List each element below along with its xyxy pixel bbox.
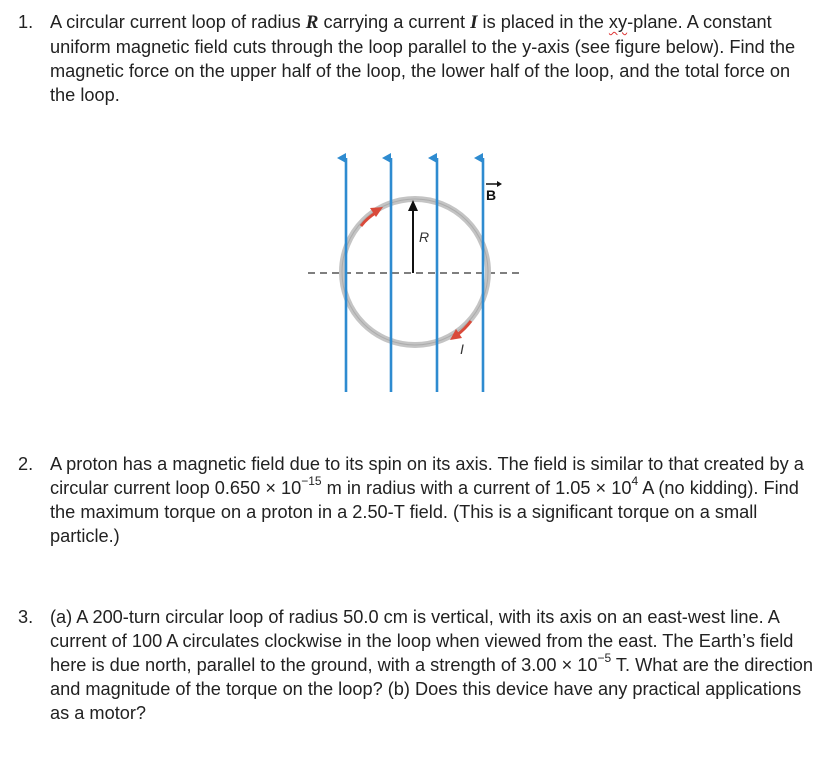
problem-number: 1. <box>18 12 34 32</box>
label-i: I <box>460 341 464 357</box>
exponent: −5 <box>597 650 612 665</box>
text-segment: (a) A 200-turn circular loop of radius 50.0 cm is vertical, with its axis on an east-west line. A current of 100 A circulates clockwise in the loop when viewed from the east. The Earth’s field here is due north, parallel to the ground, with a strength of 3.00 × 10 <box>50 607 794 675</box>
text-segment: carrying a current <box>318 12 471 32</box>
text-segment: A (no kidding). Find the maximum torque on a proton in a 2.50-T field. (This is a significant torque on a small particle.) <box>50 478 799 546</box>
variable-i: I <box>470 12 478 33</box>
b-vector-arrow <box>497 181 502 187</box>
text-segment: A circular current loop of radius <box>50 12 306 32</box>
problem-text <box>50 605 820 725</box>
problem-number: 3. <box>18 607 34 627</box>
problem-text <box>50 10 820 107</box>
text-segment: A proton has a magnetic field due to its spin on its axis. The field is similar to that created by a circular current loop 0.650 × 10 <box>50 454 804 498</box>
figure-svg <box>300 140 530 395</box>
text-segment: m in radius with a current of 1.05 × 10 <box>321 478 632 498</box>
text-segment: -plane. A constant uniform magnetic field cuts through the loop parallel to the y-axis (see figure below). Find the magnetic force on the upper half of the loop, the lower half of the loop, and the total force on the loop. <box>50 12 796 105</box>
label-r: R <box>419 229 430 245</box>
variable-r: R <box>305 12 319 33</box>
text-segment: T. What are the direction and magnitude of the torque on the loop? (b) Does this device have any practical applications as a motor? <box>50 655 814 723</box>
label-b: B <box>486 187 497 203</box>
text-segment: is placed in the <box>477 12 609 32</box>
exponent: −15 <box>301 473 322 488</box>
exponent: 4 <box>631 473 639 488</box>
problem-text <box>50 452 820 548</box>
spellcheck-word[interactable]: xy <box>608 12 628 32</box>
magnetic-field-figure <box>300 140 530 395</box>
problem-number: 2. <box>18 454 34 474</box>
